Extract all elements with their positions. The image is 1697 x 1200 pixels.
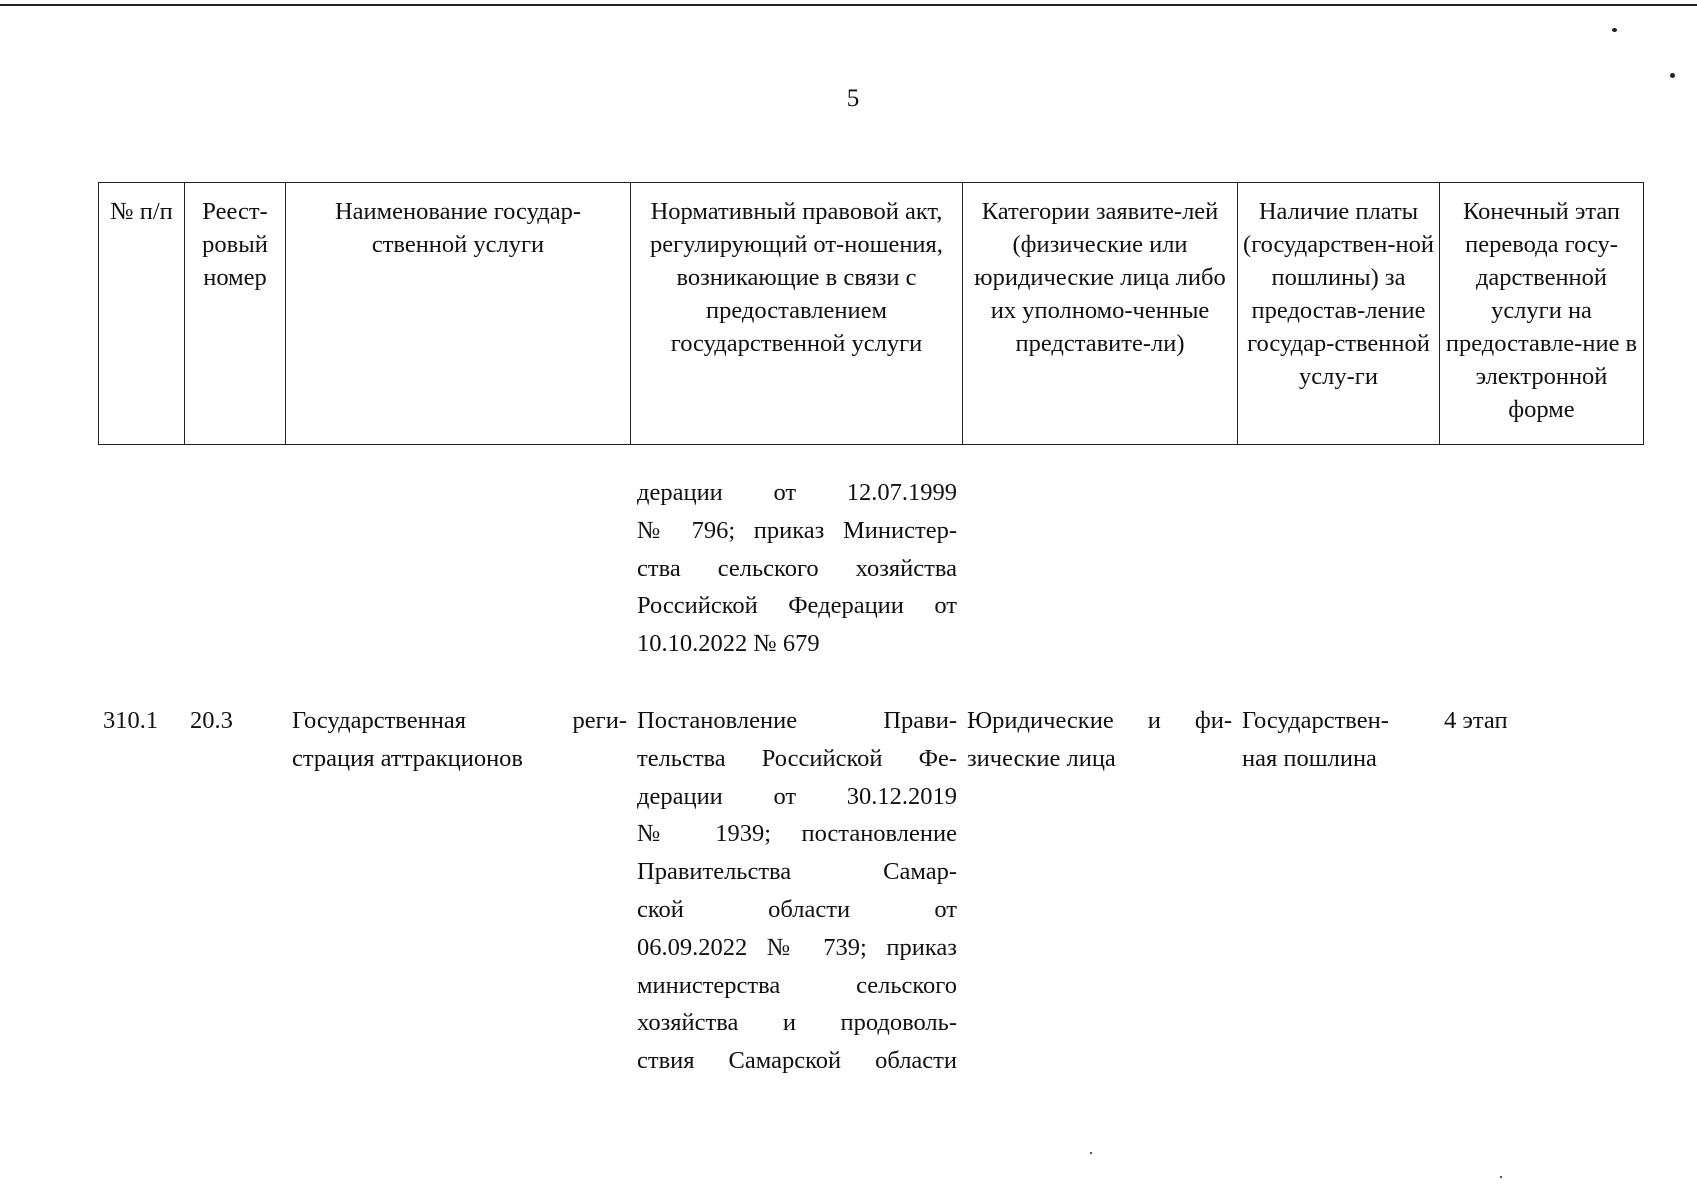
text-line: Правительства Самар- — [637, 858, 957, 886]
text-line: ской области от — [637, 895, 957, 923]
text-line: Государствен- — [1242, 707, 1389, 734]
text-line: 06.09.2022 № 739; приказ — [637, 933, 957, 961]
text-line: зические лица — [967, 744, 1116, 772]
text-line: ствия Самарской области — [637, 1047, 957, 1075]
scan-speck — [1612, 28, 1617, 32]
header-final-stage: Конечный этап перевода госу-дарственной услуги на предоставле-ние в электронной форме — [1440, 183, 1644, 445]
continued-legal-act — [637, 474, 957, 663]
text-line: дерации от 12.07.1999 — [637, 479, 957, 506]
row-final-stage: 4 этап — [1444, 707, 1508, 734]
scan-speck — [1670, 73, 1675, 78]
text-line: страция аттракционов — [292, 744, 524, 772]
text-line: хозяйства и продоволь- — [637, 1009, 957, 1037]
text-line: № 796; приказ Министер- — [637, 516, 957, 544]
header-number: № п/п — [99, 183, 185, 445]
text-line: № 1939; постановление — [637, 820, 957, 848]
row-registry-number: 20.3 — [190, 707, 233, 734]
services-table-header — [98, 182, 1644, 445]
text-line: Постановление Прави- — [637, 707, 957, 734]
text-line: Государственная реги- — [292, 707, 627, 734]
header-service-name: Наименование государ-ственной услуги — [286, 183, 631, 445]
row-legal-act — [637, 702, 957, 1080]
text-line: дерации от 30.12.2019 — [637, 782, 957, 810]
header-legal-act: Нормативный правовой акт, регулирующий от-ношения, возникающие в связи с предоставлением государственной услуги — [631, 183, 963, 445]
row-applicant-categories — [967, 702, 1232, 778]
scan-speck — [1090, 1152, 1092, 1154]
text-line: 10.10.2022 № 679 — [637, 630, 820, 658]
text-line: Российской Федерации от — [637, 592, 957, 620]
row-fee — [1242, 702, 1437, 778]
header-fee: Наличие платы (государствен-ной пошлины) за предостав-ление государ-ственной услу-ги — [1238, 183, 1440, 445]
header-registry-number: Реест-ровый номер — [185, 183, 286, 445]
page-number: 5 — [846, 85, 860, 112]
text-line: министерства сельского — [637, 971, 957, 999]
scan-border-line — [0, 4, 1697, 6]
text-line: ства сельского хозяйства — [637, 554, 957, 582]
text-line: Юридические и фи- — [967, 707, 1232, 734]
row-number: 310.1 — [103, 707, 159, 734]
text-line: тельства Российской Фе- — [637, 744, 957, 772]
row-service-name — [292, 702, 627, 778]
text-line: ная пошлина — [1242, 744, 1377, 772]
scan-speck — [1500, 1176, 1502, 1178]
header-applicant-categories: Категории заявите-лей (физические или юридические лица либо их уполномо-ченные представите-ли) — [963, 183, 1238, 445]
